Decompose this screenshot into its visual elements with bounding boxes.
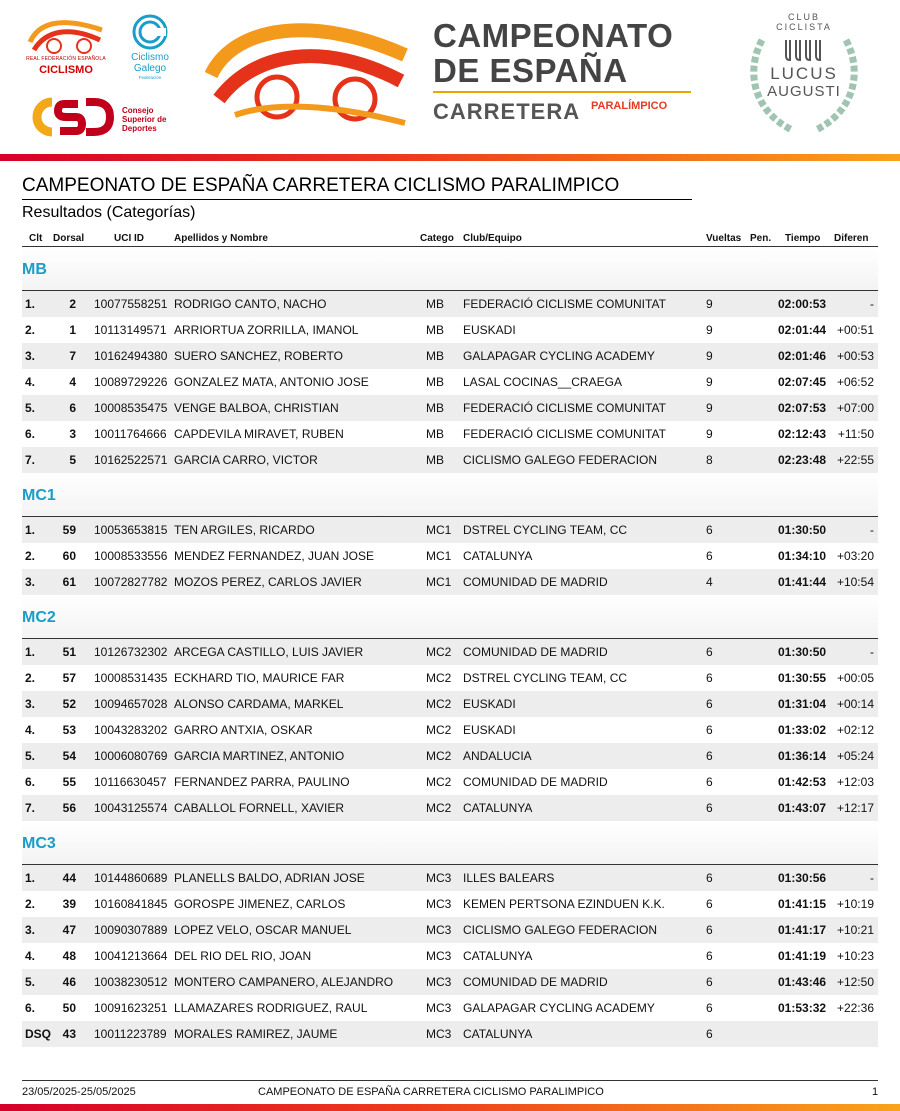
cell-name: ARRIORTUA ZORRILLA, IMANOL <box>174 323 359 337</box>
table-row <box>22 865 878 891</box>
cell-laps: 6 <box>706 549 713 563</box>
cell-uci: 10126732302 <box>94 645 168 659</box>
cell-bib: 5 <box>69 453 76 467</box>
col-cat: Catego <box>420 233 454 244</box>
cell-pos: 2. <box>25 897 36 911</box>
bottom-color-bar <box>0 1104 900 1111</box>
galego-emblem-icon <box>122 12 178 52</box>
table-row <box>22 343 878 369</box>
table-row <box>22 769 878 795</box>
category-section <box>22 821 878 865</box>
footer-title: CAMPEONATO DE ESPAÑA CARRETERA CICLISMO PARALIMPICO <box>258 1086 604 1098</box>
event-title-line1: CAMPEONATO <box>433 17 674 54</box>
cell-laps: 9 <box>706 349 713 363</box>
cell-name: LOPEZ VELO, OSCAR MANUEL <box>174 923 352 937</box>
cell-name: CAPDEVILA MIRAVET, RUBEN <box>174 427 344 441</box>
cell-name: GARCIA MARTINEZ, ANTONIO <box>174 749 345 763</box>
footer-rule <box>22 1080 878 1081</box>
cell-time: 01:43:07 <box>778 801 827 815</box>
cell-name: VENGE BALBOA, CHRISTIAN <box>174 401 339 415</box>
cell-cat: MC3 <box>426 1001 452 1015</box>
cell-uci: 10011764666 <box>94 427 167 441</box>
rfec-emblem-icon <box>26 16 106 56</box>
cell-diff: +12:50 <box>836 975 874 989</box>
category-section <box>22 595 878 639</box>
cell-club: EUSKADI <box>463 723 516 737</box>
cell-time: 01:36:14 <box>778 749 827 763</box>
footer-page-number: 1 <box>872 1086 879 1098</box>
cell-name: TEN ARGILES, RICARDO <box>174 523 315 537</box>
table-row <box>22 291 878 317</box>
club-logo <box>742 10 866 138</box>
cell-laps: 6 <box>706 749 713 763</box>
galego-logo <box>122 12 178 84</box>
cell-uci: 10113149571 <box>94 323 167 337</box>
cell-time: 01:41:19 <box>778 949 827 963</box>
cell-uci: 10144860689 <box>94 871 168 885</box>
cell-pos: 1. <box>25 645 36 659</box>
cell-cat: MC2 <box>426 645 452 659</box>
cell-bib: 3 <box>69 427 76 441</box>
table-row <box>22 665 878 691</box>
cell-bib: 61 <box>62 575 76 589</box>
cell-bib: 4 <box>69 375 76 389</box>
cell-time: 02:23:48 <box>778 453 827 467</box>
cell-laps: 6 <box>706 671 713 685</box>
cell-pos: 1. <box>25 297 36 311</box>
galego-subtitle: Federación <box>138 75 162 80</box>
cell-uci: 10116630457 <box>94 775 167 789</box>
cell-bib: 6 <box>69 401 76 415</box>
cell-bib: 7 <box>69 349 76 363</box>
col-bib: Dorsal <box>53 233 85 244</box>
cell-diff: +10:21 <box>836 923 874 937</box>
cell-club: GALAPAGAR CYCLING ACADEMY <box>463 1001 655 1015</box>
cell-laps: 6 <box>706 1027 713 1041</box>
cell-pos: 4. <box>25 723 36 737</box>
cell-club: COMUNIDAD DE MADRID <box>463 645 608 659</box>
cell-name: ALONSO CARDAMA, MARKEL <box>174 697 344 711</box>
cell-bib: 52 <box>62 697 76 711</box>
club-name-line2: AUGUSTI <box>767 83 841 100</box>
cell-bib: 59 <box>62 523 76 537</box>
cell-club: DSTREL CYCLING TEAM, CC <box>463 523 628 537</box>
cell-club: GALAPAGAR CYCLING ACADEMY <box>463 349 655 363</box>
col-name: Apellidos y Nombre <box>174 233 268 244</box>
cell-uci: 10072827782 <box>94 575 168 589</box>
csd-logo <box>28 94 178 140</box>
cell-bib: 57 <box>62 671 76 685</box>
table-row <box>22 795 878 821</box>
cell-pos: 5. <box>25 749 36 763</box>
cell-pos: 4. <box>25 375 36 389</box>
cell-time: 02:01:46 <box>778 349 827 363</box>
table-row <box>22 969 878 995</box>
cell-pos: 6. <box>25 1001 36 1015</box>
cell-time: 01:41:44 <box>778 575 827 589</box>
col-time: Tiempo <box>785 233 821 244</box>
cell-pos: 7. <box>25 801 36 815</box>
category-section <box>22 473 878 517</box>
event-subtitle: CARRETERA <box>433 99 581 124</box>
cell-cat: MB <box>426 427 444 441</box>
cell-club: LASAL COCINAS__CRAEGA <box>463 375 622 389</box>
cell-time: 02:07:53 <box>778 401 827 415</box>
cell-uci: 10043283202 <box>94 723 168 737</box>
cell-name: MONTERO CAMPANERO, ALEJANDRO <box>174 975 394 989</box>
table-row <box>22 569 878 595</box>
table-row <box>22 543 878 569</box>
cell-pos: 2. <box>25 671 36 685</box>
cell-club: CATALUNYA <box>463 949 533 963</box>
club-arc-text: CLUB CICLISTA <box>776 12 832 32</box>
cell-diff: +12:03 <box>836 775 874 789</box>
cell-bib: 1 <box>69 323 76 337</box>
event-divider <box>433 91 691 93</box>
cell-name: PLANELLS BALDO, ADRIAN JOSE <box>174 871 365 885</box>
cell-diff: - <box>870 871 874 885</box>
cell-diff: +00:14 <box>836 697 874 711</box>
cell-time: 02:12:43 <box>778 427 827 441</box>
cell-laps: 6 <box>706 723 713 737</box>
cell-diff: +10:19 <box>836 897 874 911</box>
category-label: MC3 <box>22 835 56 852</box>
cell-pos: 4. <box>25 949 36 963</box>
cell-laps: 6 <box>706 897 713 911</box>
cell-bib: 46 <box>62 975 76 989</box>
cell-bib: 51 <box>62 645 76 659</box>
cell-bib: 2 <box>69 297 76 311</box>
cell-cat: MC1 <box>426 575 452 589</box>
cell-laps: 6 <box>706 645 713 659</box>
table-row <box>22 891 878 917</box>
category-label: MB <box>22 261 47 278</box>
event-emblem-icon <box>205 15 425 130</box>
cell-cat: MB <box>426 401 444 415</box>
cell-uci: 10089729226 <box>94 375 168 389</box>
cell-laps: 6 <box>706 975 713 989</box>
cell-diff: +05:24 <box>836 749 874 763</box>
cell-time: 01:30:50 <box>778 523 827 537</box>
table-row <box>22 943 878 969</box>
table-row <box>22 743 878 769</box>
cell-club: FEDERACIÓ CICLISME COMUNITAT <box>463 401 666 415</box>
cell-laps: 6 <box>706 775 713 789</box>
cell-pos: 6. <box>25 427 36 441</box>
category-label: MC2 <box>22 609 56 626</box>
cell-laps: 9 <box>706 297 713 311</box>
cell-club: FEDERACIÓ CICLISME COMUNITAT <box>463 427 666 441</box>
cell-time: 01:33:02 <box>778 723 827 737</box>
cell-cat: MB <box>426 323 444 337</box>
cell-pos: 6. <box>25 775 36 789</box>
cell-name: RODRIGO CANTO, NACHO <box>174 297 327 311</box>
rfec-name: CICLISMO <box>39 64 93 76</box>
cell-name: GARRO ANTXIA, OSKAR <box>174 723 313 737</box>
cell-diff: +11:50 <box>837 427 874 441</box>
cell-name: GONZALEZ MATA, ANTONIO JOSE <box>174 375 369 389</box>
cell-pos: 2. <box>25 323 36 337</box>
cell-club: CATALUNYA <box>463 1027 533 1041</box>
table-row <box>22 995 878 1021</box>
cell-club: CICLISMO GALEGO FEDERACION <box>463 453 658 467</box>
cell-cat: MC2 <box>426 775 452 789</box>
cell-cat: MC3 <box>426 975 452 989</box>
cell-name: ECKHARD TIO, MAURICE FAR <box>174 671 345 685</box>
cell-uci: 10043125574 <box>94 801 168 815</box>
cell-name: CABALLOL FORNELL, XAVIER <box>174 801 345 815</box>
footer-dates: 23/05/2025-25/05/2025 <box>22 1086 136 1098</box>
table-row <box>22 517 878 543</box>
cell-bib: 60 <box>62 549 76 563</box>
col-pen: Pen. <box>750 233 772 244</box>
cell-name: LLAMAZARES RODRIGUEZ, RAUL <box>174 1001 368 1015</box>
rfec-subtitle: REAL FEDERACIÓN ESPAÑOLA <box>26 56 106 62</box>
cell-time: 01:30:56 <box>778 871 827 885</box>
cell-pos: 2. <box>25 549 36 563</box>
cell-cat: MC3 <box>426 1027 452 1041</box>
cell-uci: 10077558251 <box>94 297 168 311</box>
cell-laps: 9 <box>706 401 713 415</box>
document-subtitle: Resultados (Categorías) <box>22 204 196 221</box>
cell-pos: 1. <box>25 523 36 537</box>
col-pos: Clt <box>29 233 43 244</box>
event-title-line2: DE ESPAÑA <box>433 52 628 89</box>
table-row <box>22 369 878 395</box>
col-club: Club/Equipo <box>463 233 522 244</box>
event-logo <box>205 15 705 130</box>
cell-cat: MC1 <box>426 549 452 563</box>
cell-laps: 8 <box>706 453 713 467</box>
cell-club: DSTREL CYCLING TEAM, CC <box>463 671 628 685</box>
cell-cat: MC3 <box>426 923 452 937</box>
cell-time: 02:00:53 <box>778 297 827 311</box>
table-row <box>22 421 878 447</box>
cell-cat: MC2 <box>426 671 452 685</box>
cell-pos: 3. <box>25 349 36 363</box>
cell-laps: 6 <box>706 871 713 885</box>
cell-diff: +06:52 <box>836 375 874 389</box>
cell-laps: 6 <box>706 949 713 963</box>
cell-uci: 10090307889 <box>94 923 168 937</box>
cell-name: DEL RIO DEL RIO, JOAN <box>174 949 312 963</box>
cell-diff: +22:55 <box>836 453 874 467</box>
cell-laps: 6 <box>706 697 713 711</box>
cell-time: 01:30:50 <box>778 645 827 659</box>
cell-diff: - <box>870 523 874 537</box>
cell-time: 01:41:17 <box>778 923 827 937</box>
cell-uci: 10008535475 <box>94 401 168 415</box>
table-row <box>22 447 878 473</box>
cell-cat: MB <box>426 349 444 363</box>
top-color-bar <box>0 154 900 161</box>
cell-diff: +03:20 <box>836 549 874 563</box>
cell-cat: MC2 <box>426 801 452 815</box>
cell-cat: MC2 <box>426 749 452 763</box>
table-row <box>22 639 878 665</box>
cell-uci: 10162522571 <box>94 453 168 467</box>
cell-club: COMUNIDAD DE MADRID <box>463 975 608 989</box>
cell-pos: 5. <box>25 401 36 415</box>
category-section <box>22 247 878 291</box>
cell-bib: 56 <box>62 801 76 815</box>
cell-time: 01:30:55 <box>778 671 827 685</box>
rfec-logo <box>26 16 106 82</box>
cell-time: 01:43:46 <box>778 975 827 989</box>
cell-bib: 44 <box>62 871 76 885</box>
cell-uci: 10160841845 <box>94 897 168 911</box>
cell-pos: 3. <box>25 923 36 937</box>
cell-name: GOROSPE JIMENEZ, CARLOS <box>174 897 346 911</box>
cell-name: MENDEZ FERNANDEZ, JUAN JOSE <box>174 549 375 563</box>
cell-uci: 10162494380 <box>94 349 168 363</box>
cell-name: GARCIA CARRO, VICTOR <box>174 453 318 467</box>
table-row <box>22 1021 878 1047</box>
cell-club: ILLES BALEARS <box>463 871 555 885</box>
cell-laps: 9 <box>706 375 713 389</box>
cell-laps: 6 <box>706 523 713 537</box>
cell-club: CATALUNYA <box>463 801 533 815</box>
cell-laps: 6 <box>706 801 713 815</box>
cell-cat: MC3 <box>426 949 452 963</box>
cell-laps: 9 <box>706 427 713 441</box>
cell-laps: 4 <box>706 575 713 589</box>
cell-cat: MB <box>426 297 444 311</box>
cell-uci: 10053653815 <box>94 523 168 537</box>
cell-pos: DSQ <box>25 1027 52 1041</box>
cell-name: ARCEGA CASTILLO, LUIS JAVIER <box>174 645 364 659</box>
cell-cat: MC3 <box>426 897 452 911</box>
cell-club: COMUNIDAD DE MADRID <box>463 575 608 589</box>
cell-time: 01:42:53 <box>778 775 827 789</box>
table-row <box>22 317 878 343</box>
cell-club: FEDERACIÓ CICLISME COMUNITAT <box>463 297 666 311</box>
cell-time: 02:07:45 <box>778 375 827 389</box>
col-laps: Vueltas <box>706 233 742 244</box>
cell-bib: 48 <box>62 949 76 963</box>
table-row <box>22 717 878 743</box>
cell-diff: +02:12 <box>836 723 874 737</box>
cell-cat: MC2 <box>426 697 452 711</box>
cell-uci: 10094657028 <box>94 697 168 711</box>
cell-name: MORALES RAMIREZ, JAUME <box>174 1027 338 1041</box>
col-diff: Diferen <box>834 233 869 244</box>
cell-club: COMUNIDAD DE MADRID <box>463 775 608 789</box>
cell-pos: 5. <box>25 975 36 989</box>
title-underline <box>22 199 692 200</box>
event-paralympic: PARALÍMPICO <box>591 100 668 112</box>
cell-time: 01:31:04 <box>778 697 827 711</box>
cell-diff: +22:36 <box>836 1001 874 1015</box>
cell-cat: MB <box>426 375 444 389</box>
cell-uci: 10038230512 <box>94 975 168 989</box>
cell-club: EUSKADI <box>463 697 516 711</box>
cell-cat: MC2 <box>426 723 452 737</box>
cell-pos: 3. <box>25 697 36 711</box>
table-row <box>22 395 878 421</box>
table-row <box>22 691 878 717</box>
cell-time: 01:41:15 <box>778 897 827 911</box>
cell-bib: 43 <box>62 1027 76 1041</box>
club-name-line1: LUCUS <box>770 64 838 83</box>
cell-uci: 10091623251 <box>94 1001 168 1015</box>
cell-pos: 3. <box>25 575 36 589</box>
cell-diff: +00:51 <box>836 323 874 337</box>
cell-club: CICLISMO GALEGO FEDERACION <box>463 923 658 937</box>
col-uci: UCI ID <box>114 233 144 244</box>
cell-name: FERNANDEZ PARRA, PAULINO <box>174 775 350 789</box>
cell-diff: +07:00 <box>836 401 874 415</box>
cell-pos: 7. <box>25 453 36 467</box>
cell-laps: 6 <box>706 1001 713 1015</box>
csd-name: Consejo Superior de Deportes <box>122 106 167 133</box>
cell-uci: 10006080769 <box>94 749 168 763</box>
cell-club: CATALUNYA <box>463 549 533 563</box>
cell-bib: 54 <box>62 749 76 763</box>
table-row <box>22 917 878 943</box>
cell-laps: 9 <box>706 323 713 337</box>
cell-uci: 10008531435 <box>94 671 168 685</box>
galego-name: Ciclismo Galego <box>131 52 169 74</box>
csd-emblem-icon <box>28 94 118 140</box>
cell-diff: +10:23 <box>836 949 874 963</box>
cell-bib: 53 <box>62 723 76 737</box>
cell-diff: - <box>870 297 874 311</box>
cell-name: MOZOS PEREZ, CARLOS JAVIER <box>174 575 362 589</box>
cell-club: KEMEN PERTSONA EZINDUEN K.K. <box>463 897 665 911</box>
cell-diff: - <box>870 645 874 659</box>
cell-bib: 50 <box>62 1001 76 1015</box>
cell-uci: 10041213664 <box>94 949 168 963</box>
cell-bib: 39 <box>62 897 76 911</box>
cell-time: 01:53:32 <box>778 1001 827 1015</box>
category-label: MC1 <box>22 487 56 504</box>
cell-club: ANDALUCIA <box>463 749 532 763</box>
cell-bib: 55 <box>62 775 76 789</box>
cell-diff: +10:54 <box>836 575 874 589</box>
cell-time: 01:34:10 <box>778 549 827 563</box>
cell-uci: 10008533556 <box>94 549 168 563</box>
page-header <box>0 0 900 160</box>
cell-bib: 47 <box>62 923 76 937</box>
document-title: CAMPEONATO DE ESPAÑA CARRETERA CICLISMO PARALIMPICO <box>22 175 620 196</box>
cell-time: 02:01:44 <box>778 323 827 337</box>
cell-cat: MC1 <box>426 523 452 537</box>
cell-cat: MC3 <box>426 871 452 885</box>
cell-laps: 6 <box>706 923 713 937</box>
cell-uci: 10011223789 <box>94 1027 167 1041</box>
cell-diff: +12:17 <box>836 801 874 815</box>
cell-name: SUERO SANCHEZ, ROBERTO <box>174 349 343 363</box>
cell-club: EUSKADI <box>463 323 516 337</box>
cell-cat: MB <box>426 453 444 467</box>
cell-pos: 1. <box>25 871 36 885</box>
cell-diff: +00:05 <box>836 671 874 685</box>
cell-diff: +00:53 <box>836 349 874 363</box>
